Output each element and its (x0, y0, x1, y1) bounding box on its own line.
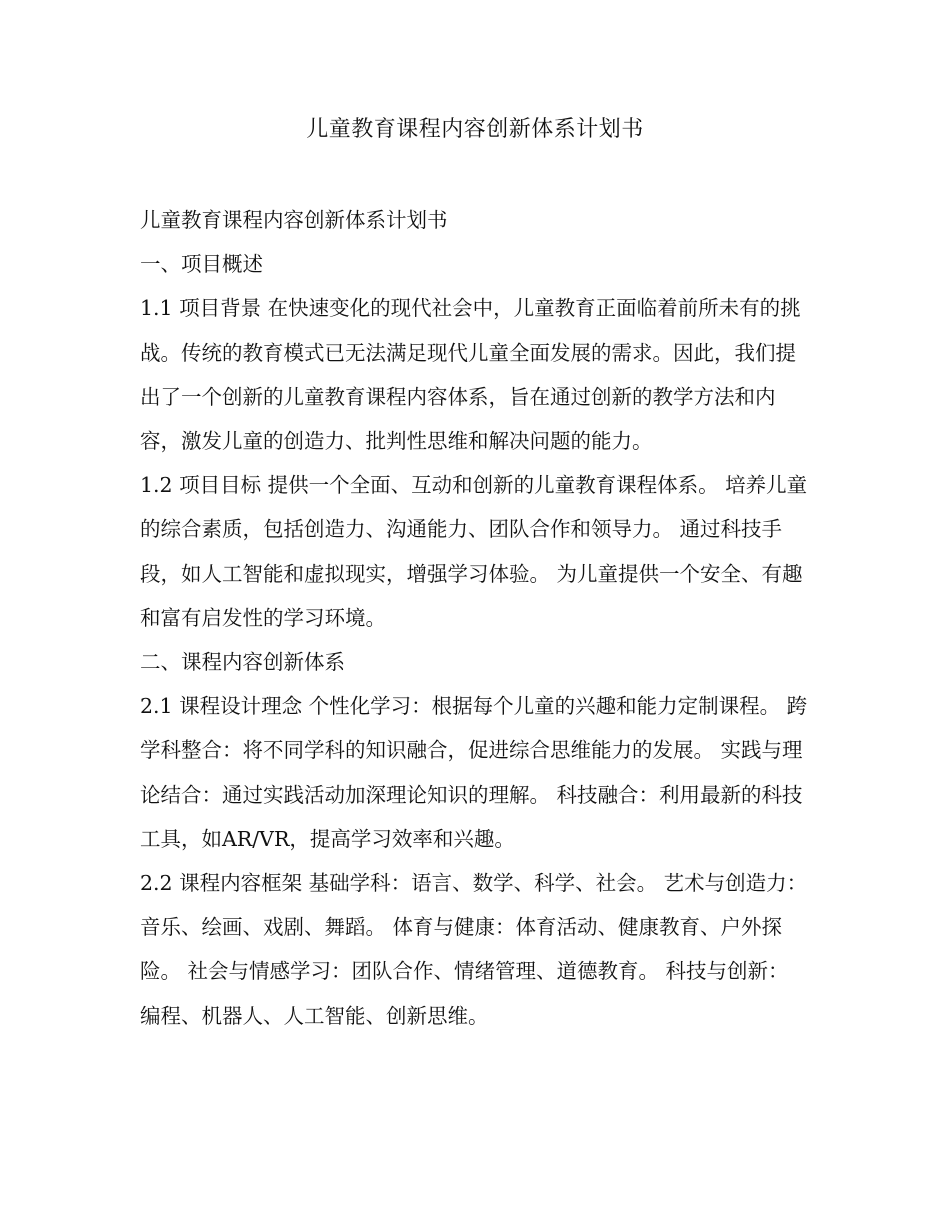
section-heading-curriculum: 二、课程内容创新体系 (140, 650, 345, 675)
document-title: 儿童教育课程内容创新体系计划书 (306, 117, 644, 142)
paragraph-project-background: 1.1 项目背景 在快速变化的现代社会中，儿童教育正面临着前所未有的挑战。传统的教育模式已无法满足现代儿童全面发展的需求。因此，我们提出了一个创新的儿童教育课程内容体系，旨在通过创新的教学方法和内容，激发儿童的创造力、批判性思维和解决问题的能力。 (140, 296, 801, 454)
document-body (140, 198, 808, 1038)
paragraph-project-goals: 1.2 项目目标 提供一个全面、互动和创新的儿童教育课程体系。 培养儿童的综合素质，包括创造力、沟通能力、团队合作和领导力。 通过科技手段，如人工智能和虚拟现实，增强学习体验。 为儿童提供一个安全、有趣和富有启发性的学习环境。 (140, 473, 808, 630)
body-heading: 儿童教育课程内容创新体系计划书 (140, 208, 448, 232)
paragraph-content-framework: 2.2 课程内容框架 基础学科：语言、数学、科学、社会。 艺术与创造力：音乐、绘画、戏剧、舞蹈。 体育与健康：体育活动、健康教育、户外探险。 社会与情感学习：团队合作、情绪管理、道德教育。 科技与创新：编程、机器人、人工智能、创新思维。 (140, 871, 808, 1028)
section-heading-overview: 一、项目概述 (140, 252, 263, 277)
paragraph-design-philosophy: 2.1 课程设计理念 个性化学习：根据每个儿童的兴趣和能力定制课程。 跨学科整合：将不同学科的知识融合，促进综合思维能力的发展。 实践与理论结合：通过实践活动加深理论知识的理解。 科技融合：利用最新的科技工具，如AR/VR，提高学习效率和兴趣。 (140, 694, 808, 851)
